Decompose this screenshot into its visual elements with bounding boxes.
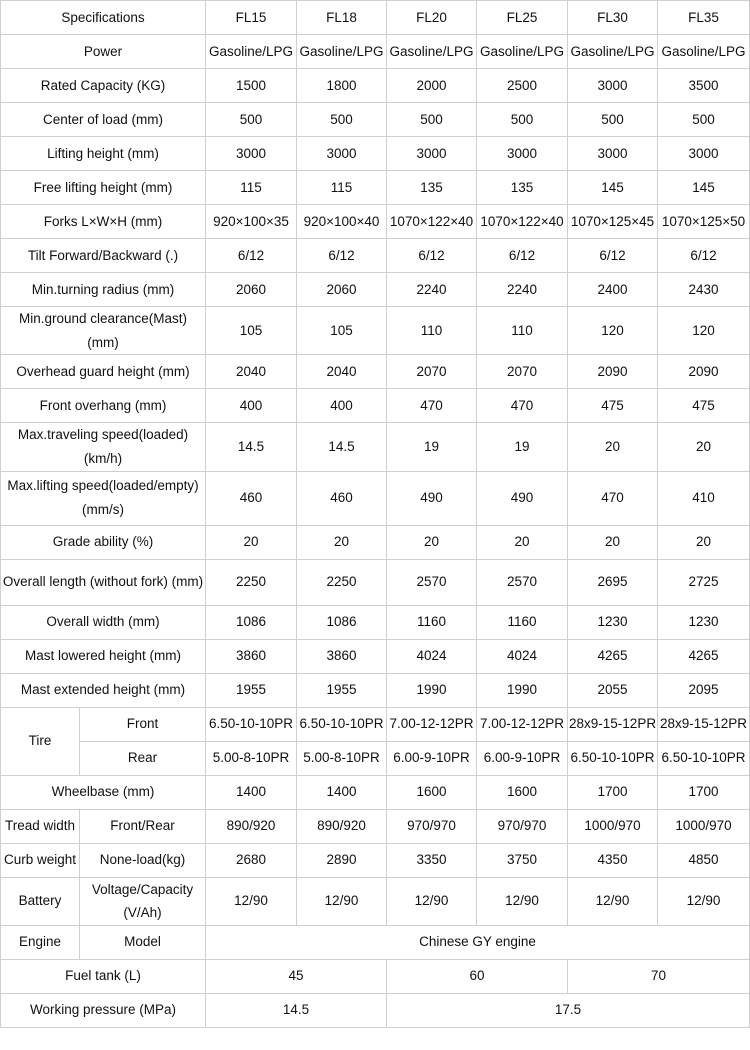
value-cell: 475 <box>658 389 750 423</box>
value-cell: 20 <box>387 525 477 559</box>
value-cell: 1990 <box>477 673 568 707</box>
value-cell: 1086 <box>297 605 387 639</box>
row-label: Tread width <box>1 809 80 843</box>
sub-label: None-load(kg) <box>80 843 206 877</box>
value-cell: Gasoline/LPG <box>297 35 387 69</box>
value-cell: 470 <box>568 471 658 525</box>
row-label: Center of load (mm) <box>1 103 206 137</box>
value-cell: Gasoline/LPG <box>658 35 750 69</box>
value-cell: 1500 <box>206 69 297 103</box>
table-row <box>1 239 750 273</box>
row-label: Front overhang (mm) <box>1 389 206 423</box>
value-cell: 890/920 <box>206 809 297 843</box>
table-row <box>1 389 750 423</box>
header-row <box>1 1 750 35</box>
value-cell: 6.50-10-10PR <box>297 707 387 741</box>
value-cell: 4024 <box>477 639 568 673</box>
value-cell: 145 <box>658 171 750 205</box>
value-cell: 19 <box>387 423 477 471</box>
value-cell: 2055 <box>568 673 658 707</box>
value-cell: Chinese GY engine <box>206 925 750 959</box>
row-label: Tire <box>1 707 80 775</box>
tread-row <box>1 809 750 843</box>
row-label: Fuel tank (L) <box>1 959 206 993</box>
value-cell: 470 <box>387 389 477 423</box>
value-cell: 17.5 <box>387 993 750 1027</box>
value-cell: 460 <box>206 471 297 525</box>
row-label: Engine <box>1 925 80 959</box>
value-cell: 4265 <box>658 639 750 673</box>
value-cell: 1600 <box>387 775 477 809</box>
value-cell: 490 <box>477 471 568 525</box>
value-cell: 1000/970 <box>568 809 658 843</box>
value-cell: 460 <box>297 471 387 525</box>
value-cell: 1400 <box>206 775 297 809</box>
value-cell: 20 <box>297 525 387 559</box>
tire-front-row <box>1 707 750 741</box>
value-cell: 3000 <box>387 137 477 171</box>
value-cell: 70 <box>568 959 750 993</box>
table-row <box>1 137 750 171</box>
row-label: Min.turning radius (mm) <box>1 273 206 307</box>
value-cell: 2250 <box>297 559 387 605</box>
row-label: Lifting height (mm) <box>1 137 206 171</box>
header-label: Specifications <box>1 1 206 35</box>
row-label: Tilt Forward/Backward (.) <box>1 239 206 273</box>
value-cell: 2570 <box>477 559 568 605</box>
value-cell: 2695 <box>568 559 658 605</box>
value-cell: 2430 <box>658 273 750 307</box>
table-body <box>1 1 750 1028</box>
value-cell: 6/12 <box>568 239 658 273</box>
table-row <box>1 205 750 239</box>
value-cell: 28x9-15-12PR <box>568 707 658 741</box>
model-header: FL20 <box>387 1 477 35</box>
value-cell: 6.50-10-10PR <box>568 741 658 775</box>
value-cell: 20 <box>658 525 750 559</box>
model-header: FL30 <box>568 1 658 35</box>
sub-label: Front/Rear <box>80 809 206 843</box>
fuel-tank-row <box>1 959 750 993</box>
model-header: FL35 <box>658 1 750 35</box>
value-cell: 6.50-10-10PR <box>658 741 750 775</box>
row-label: Overall length (without fork) (mm) <box>1 559 206 605</box>
value-cell: 28x9-15-12PR <box>658 707 750 741</box>
value-cell: 6/12 <box>297 239 387 273</box>
value-cell: 12/90 <box>297 877 387 925</box>
value-cell: 12/90 <box>658 877 750 925</box>
value-cell: 2725 <box>658 559 750 605</box>
value-cell: 1700 <box>658 775 750 809</box>
value-cell: 20 <box>568 423 658 471</box>
value-cell: 3860 <box>206 639 297 673</box>
table-row <box>1 171 750 205</box>
row-label: Forks L×W×H (mm) <box>1 205 206 239</box>
sub-label: Voltage/Capacity (V/Ah) <box>80 877 206 925</box>
row-label: Overall width (mm) <box>1 605 206 639</box>
value-cell: 1400 <box>297 775 387 809</box>
value-cell: 6/12 <box>658 239 750 273</box>
table-row <box>1 273 750 307</box>
table-row <box>1 639 750 673</box>
value-cell: 14.5 <box>206 993 387 1027</box>
value-cell: 2095 <box>658 673 750 707</box>
value-cell: 12/90 <box>477 877 568 925</box>
table-row <box>1 559 750 605</box>
value-cell: 2090 <box>658 355 750 389</box>
value-cell: 920×100×40 <box>297 205 387 239</box>
table-row <box>1 355 750 389</box>
value-cell: 12/90 <box>387 877 477 925</box>
curb-row <box>1 843 750 877</box>
value-cell: 6/12 <box>206 239 297 273</box>
value-cell: 7.00-12-12PR <box>477 707 568 741</box>
value-cell: 3750 <box>477 843 568 877</box>
value-cell: 1086 <box>206 605 297 639</box>
value-cell: 105 <box>297 307 387 355</box>
value-cell: 970/970 <box>387 809 477 843</box>
table-row <box>1 423 750 471</box>
value-cell: 2090 <box>568 355 658 389</box>
value-cell: Gasoline/LPG <box>568 35 658 69</box>
row-label: Working pressure (MPa) <box>1 993 206 1027</box>
value-cell: 1230 <box>658 605 750 639</box>
value-cell: 115 <box>297 171 387 205</box>
value-cell: 2400 <box>568 273 658 307</box>
row-label: Curb weight <box>1 843 80 877</box>
value-cell: 1990 <box>387 673 477 707</box>
value-cell: 3500 <box>658 69 750 103</box>
value-cell: 2000 <box>387 69 477 103</box>
value-cell: 6/12 <box>387 239 477 273</box>
value-cell: 3000 <box>658 137 750 171</box>
working-pressure-row <box>1 993 750 1027</box>
value-cell: 3000 <box>477 137 568 171</box>
value-cell: 500 <box>297 103 387 137</box>
table-row <box>1 525 750 559</box>
value-cell: 60 <box>387 959 568 993</box>
value-cell: 1160 <box>387 605 477 639</box>
value-cell: 20 <box>477 525 568 559</box>
value-cell: 4350 <box>568 843 658 877</box>
value-cell: 500 <box>568 103 658 137</box>
value-cell: 1800 <box>297 69 387 103</box>
value-cell: Gasoline/LPG <box>477 35 568 69</box>
value-cell: 1000/970 <box>658 809 750 843</box>
value-cell: 110 <box>477 307 568 355</box>
row-label: Mast extended height (mm) <box>1 673 206 707</box>
value-cell: 400 <box>297 389 387 423</box>
row-label: Max.traveling speed(loaded) (km/h) <box>1 423 206 471</box>
value-cell: 110 <box>387 307 477 355</box>
model-header: FL15 <box>206 1 297 35</box>
wheelbase-row <box>1 775 750 809</box>
value-cell: Gasoline/LPG <box>206 35 297 69</box>
value-cell: 2570 <box>387 559 477 605</box>
value-cell: 20 <box>658 423 750 471</box>
value-cell: 1070×122×40 <box>477 205 568 239</box>
engine-row <box>1 925 750 959</box>
value-cell: 470 <box>477 389 568 423</box>
value-cell: 500 <box>477 103 568 137</box>
value-cell: 890/920 <box>297 809 387 843</box>
row-label: Battery <box>1 877 80 925</box>
value-cell: 14.5 <box>206 423 297 471</box>
value-cell: 4850 <box>658 843 750 877</box>
row-label: Power <box>1 35 206 69</box>
value-cell: 1070×125×50 <box>658 205 750 239</box>
value-cell: 12/90 <box>568 877 658 925</box>
value-cell: 3000 <box>206 137 297 171</box>
tire-rear-row <box>1 741 750 775</box>
value-cell: 45 <box>206 959 387 993</box>
value-cell: 2040 <box>206 355 297 389</box>
value-cell: 120 <box>658 307 750 355</box>
battery-row <box>1 877 750 925</box>
value-cell: 1230 <box>568 605 658 639</box>
value-cell: 2240 <box>477 273 568 307</box>
model-header: FL18 <box>297 1 387 35</box>
value-cell: 6.00-9-10PR <box>387 741 477 775</box>
value-cell: 500 <box>206 103 297 137</box>
value-cell: 4265 <box>568 639 658 673</box>
value-cell: 475 <box>568 389 658 423</box>
value-cell: 6.00-9-10PR <box>477 741 568 775</box>
table-row <box>1 307 750 355</box>
value-cell: 2070 <box>387 355 477 389</box>
value-cell: 3000 <box>297 137 387 171</box>
value-cell: 3860 <box>297 639 387 673</box>
row-label: Min.ground clearance(Mast) (mm) <box>1 307 206 355</box>
table-row <box>1 69 750 103</box>
value-cell: 135 <box>477 171 568 205</box>
row-label: Overhead guard height (mm) <box>1 355 206 389</box>
value-cell: 145 <box>568 171 658 205</box>
value-cell: 20 <box>206 525 297 559</box>
value-cell: 920×100×35 <box>206 205 297 239</box>
value-cell: 5.00-8-10PR <box>297 741 387 775</box>
value-cell: 14.5 <box>297 423 387 471</box>
value-cell: 500 <box>387 103 477 137</box>
model-header: FL25 <box>477 1 568 35</box>
row-label: Free lifting height (mm) <box>1 171 206 205</box>
value-cell: 2500 <box>477 69 568 103</box>
value-cell: 1160 <box>477 605 568 639</box>
value-cell: 2890 <box>297 843 387 877</box>
row-label: Max.lifting speed(loaded/empty) (mm/s) <box>1 471 206 525</box>
value-cell: 12/90 <box>206 877 297 925</box>
value-cell: 2070 <box>477 355 568 389</box>
row-label: Grade ability (%) <box>1 525 206 559</box>
sub-label: Model <box>80 925 206 959</box>
value-cell: 1955 <box>297 673 387 707</box>
value-cell: 1600 <box>477 775 568 809</box>
value-cell: 410 <box>658 471 750 525</box>
value-cell: 2250 <box>206 559 297 605</box>
value-cell: 135 <box>387 171 477 205</box>
value-cell: 2040 <box>297 355 387 389</box>
value-cell: 5.00-8-10PR <box>206 741 297 775</box>
table-row <box>1 673 750 707</box>
value-cell: 6.50-10-10PR <box>206 707 297 741</box>
value-cell: 2060 <box>297 273 387 307</box>
value-cell: 3000 <box>568 137 658 171</box>
table-row <box>1 605 750 639</box>
sub-label: Rear <box>80 741 206 775</box>
value-cell: 20 <box>568 525 658 559</box>
row-label: Rated Capacity (KG) <box>1 69 206 103</box>
value-cell: 1700 <box>568 775 658 809</box>
table-row <box>1 103 750 137</box>
value-cell: 1070×122×40 <box>387 205 477 239</box>
value-cell: 1955 <box>206 673 297 707</box>
value-cell: 19 <box>477 423 568 471</box>
value-cell: 1070×125×45 <box>568 205 658 239</box>
value-cell: 2060 <box>206 273 297 307</box>
sub-label: Front <box>80 707 206 741</box>
value-cell: 120 <box>568 307 658 355</box>
value-cell: 490 <box>387 471 477 525</box>
value-cell: Gasoline/LPG <box>387 35 477 69</box>
value-cell: 3350 <box>387 843 477 877</box>
table-row <box>1 471 750 525</box>
value-cell: 3000 <box>568 69 658 103</box>
value-cell: 7.00-12-12PR <box>387 707 477 741</box>
value-cell: 2240 <box>387 273 477 307</box>
value-cell: 2680 <box>206 843 297 877</box>
value-cell: 6/12 <box>477 239 568 273</box>
row-label: Wheelbase (mm) <box>1 775 206 809</box>
value-cell: 400 <box>206 389 297 423</box>
value-cell: 970/970 <box>477 809 568 843</box>
value-cell: 4024 <box>387 639 477 673</box>
row-label: Mast lowered height (mm) <box>1 639 206 673</box>
value-cell: 105 <box>206 307 297 355</box>
value-cell: 500 <box>658 103 750 137</box>
value-cell: 115 <box>206 171 297 205</box>
table-row <box>1 35 750 69</box>
